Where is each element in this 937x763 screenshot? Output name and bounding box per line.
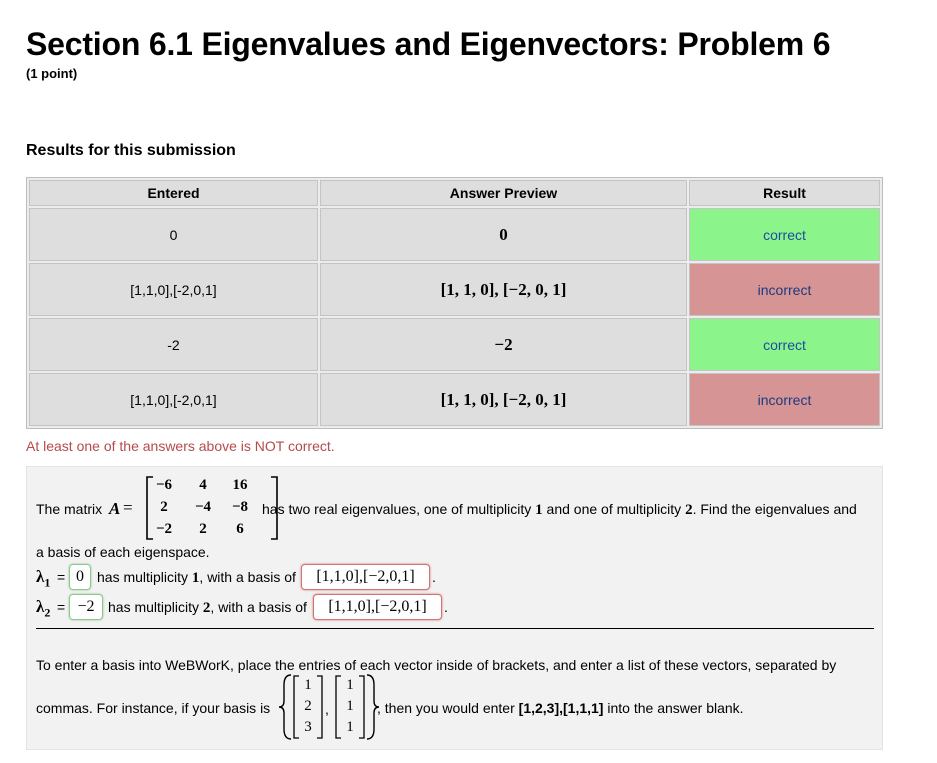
entered-cell: -2 [29,318,318,371]
hint-suffix: , then you would enter [1,2,3],[1,1,1] into the answer blank. [377,700,744,716]
matrix-cell: 2 [199,521,207,537]
example-vector-1: 1 2 3 [304,677,312,735]
lambda-2-period: . [444,599,448,615]
entered-cell: [1,1,0],[-2,0,1] [29,263,318,316]
table-row [29,318,880,371]
result-cell: correct [689,208,880,261]
result-cell: incorrect [689,373,880,426]
section-divider [36,628,874,629]
example-basis-set [279,673,379,741]
preview-cell: [1, 1, 0], [−2, 0, 1] [320,263,687,316]
example-vector-2: 1 1 1 [346,677,354,735]
intro-text-3: . Find the eigenvalues and [692,501,857,517]
lambda-2-multiplicity-text: has multiplicity 2, with a basis of [108,599,307,616]
example-set-braces [279,673,379,741]
matrix-a [145,475,279,541]
table-row [29,263,880,316]
matrix-cell: 4 [199,477,207,493]
matrix-cell: 6 [236,521,244,537]
example-comma: , [325,701,329,717]
hint-example-code: [1,2,3],[1,1,1] [518,700,604,716]
results-heading: Results for this submission [26,142,236,159]
multiplicity-one: 1 [535,502,543,518]
column-header-entered: Entered [29,180,318,206]
points-label: (1 point) [26,66,78,81]
lambda-1-answer-input[interactable]: 0 [69,564,91,590]
intro-text-1: has two real eigenvalues, one of multiplicity [262,501,532,517]
problem-intro-prefix: The matrix [36,501,103,517]
table-row [29,208,880,261]
preview-cell: 0 [320,208,687,261]
table-row [29,373,880,426]
multiplicity-two: 2 [685,502,693,518]
lambda-1-basis-input[interactable]: [1,1,0],[−2,0,1] [301,564,430,590]
incorrect-warning: At least one of the answers above is NOT correct. [26,438,335,454]
lambda-1-equals: = [57,569,66,585]
lambda-1-multiplicity-text: has multiplicity 1, with a basis of [97,569,296,586]
matrix-cell: 2 [160,499,168,515]
matrix-cell: −6 [155,477,173,493]
hint-prefix: commas. For instance, if your basis is [36,700,271,716]
problem-intro-text [262,501,857,519]
entered-cell: [1,1,0],[-2,0,1] [29,373,318,426]
result-cell: incorrect [689,263,880,316]
lambda-2-label: $\lambda_2$ [36,597,51,620]
problem-body [26,466,883,750]
lambda-2-equals: = [57,599,66,615]
intro-text-2: and one of multiplicity [546,501,682,517]
lambda-1-period: . [432,569,436,585]
lambda-2-basis-input[interactable]: [1,1,0],[−2,0,1] [313,594,442,620]
matrix-cell: −4 [194,499,212,515]
preview-cell: −2 [320,318,687,371]
column-header-answer-preview: Answer Preview [320,180,687,206]
matrix-cell: 16 [232,477,248,493]
column-header-result: Result [689,180,880,206]
page-title: Section 6.1 Eigenvalues and Eigenvectors: Problem 6 [26,26,831,62]
preview-cell: [1, 1, 0], [−2, 0, 1] [320,373,687,426]
table-header-row [29,180,880,206]
hint-line-1: To enter a basis into WeBWorK, place the entries of each vector inside of brackets, and enter a list of these vectors, separated by [36,657,837,673]
equals-sign: = [123,498,133,517]
matrix-cell: −8 [231,499,249,515]
lambda-2-answer-input[interactable]: −2 [69,594,103,620]
result-cell: correct [689,318,880,371]
problem-intro-line2: a basis of each eigenspace. [36,544,210,560]
matrix-cell: −2 [155,521,173,537]
lambda-1-label: $\lambda_1$ [36,567,51,590]
entered-cell: 0 [29,208,318,261]
matrix-symbol: A [109,499,121,518]
results-table [26,177,883,429]
